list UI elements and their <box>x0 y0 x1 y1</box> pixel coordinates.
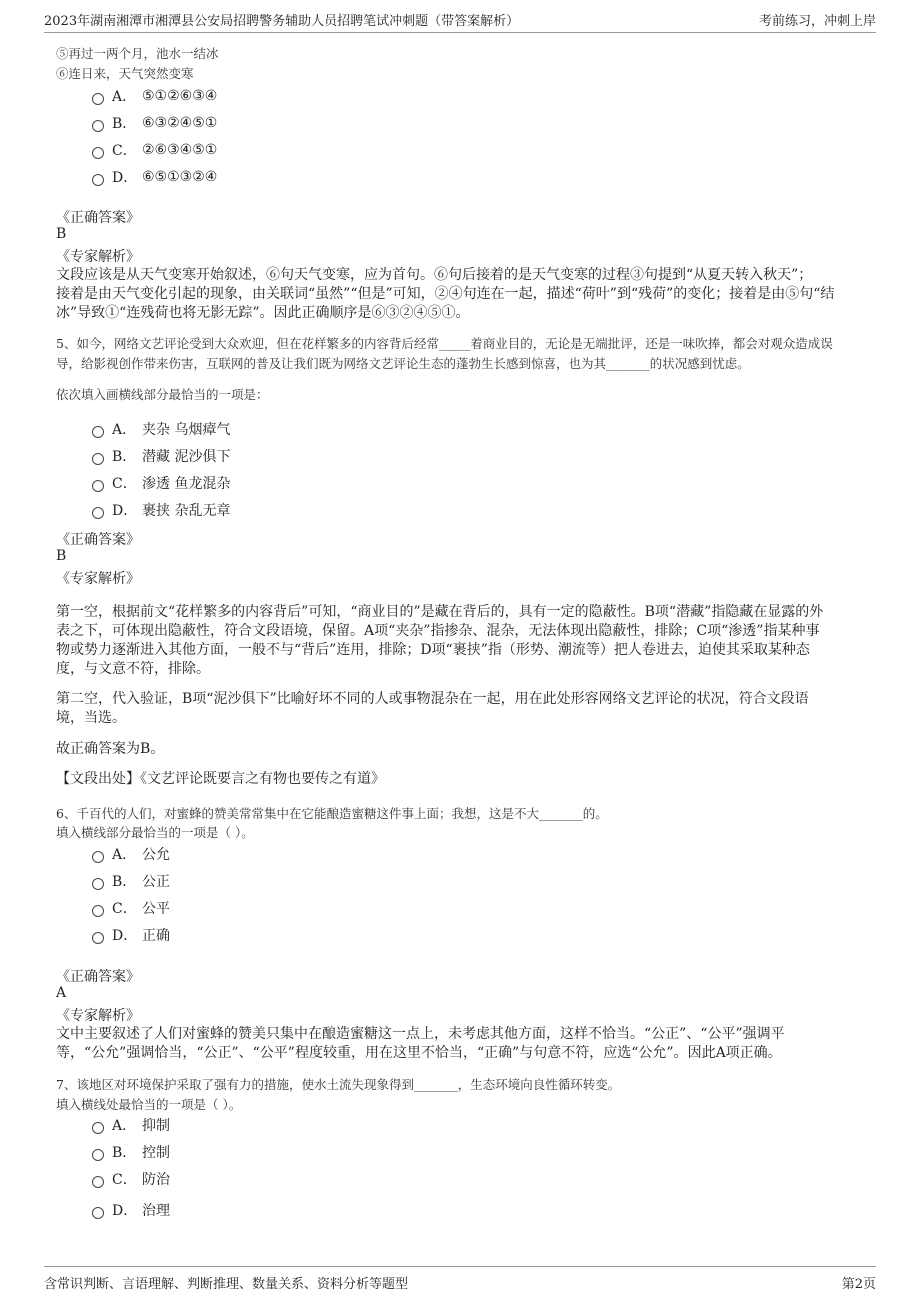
q5-analysis-p2-line: 第二空，代入验证，B项“泥沙俱下”比喻好坏不同的人或事物混杂在一起，用在此处形容网络文艺评论的状况，符合文段语 <box>56 691 809 707</box>
radio-icon[interactable] <box>92 905 104 917</box>
page-number: 第2页 <box>841 1276 876 1292</box>
page-header <box>44 10 876 33</box>
q5-source: 【文段出处】《文艺评论既要言之有物也要传之有道》 <box>56 771 385 787</box>
q4-option-c[interactable]: C． ②⑥③④⑤① <box>92 140 217 160</box>
q5-option-a[interactable]: A． 夹杂 乌烟瘴气 <box>92 419 230 439</box>
q5-option-d[interactable]: D． 裹挟 杂乱无章 <box>92 500 230 520</box>
radio-icon[interactable] <box>92 932 104 944</box>
radio-icon[interactable] <box>92 1122 104 1134</box>
q6-analysis-line: 文中主要叙述了人们对蜜蜂的赞美只集中在酿造蜜糖这一点上，未考虑其他方面，这样不恰当。“公正”、“公平”强调平 <box>56 1026 785 1042</box>
q5-analysis-p1-line: 物或势力逐渐进入其他方面，一般不与“背后”连用，排除；D项“裹挟”指（形势、潮流等）把人卷进去，迫使其采取某种态 <box>56 642 810 658</box>
q7-option-d[interactable]: D． 治理 <box>92 1200 170 1220</box>
q6-option-a[interactable]: A． 公允 <box>92 844 170 864</box>
q5-analysis-p1-line: 表之下，可体现出隐蔽性，符合文段语境，保留。A项“夹杂”指掺杂、混杂，无法体现出隐蔽性，排除；C项“渗透”指某种事 <box>56 623 820 639</box>
q4-item-5: ⑤再过一两个月，池水一结冰 <box>56 46 219 61</box>
q5-analysis-p1-line: 度，与文意不符，排除。 <box>56 661 210 677</box>
radio-icon[interactable] <box>92 93 104 105</box>
q7-option-c[interactable]: C． 防治 <box>92 1169 170 1189</box>
radio-icon[interactable] <box>92 174 104 186</box>
radio-icon[interactable] <box>92 147 104 159</box>
q6-answer-label: 《正确答案》 <box>56 969 140 985</box>
q5-option-c[interactable]: C． 渗透 鱼龙混杂 <box>92 473 230 493</box>
document-title: 2023年湖南湘潭市湘潭县公安局招聘警务辅助人员招聘笔试冲刺题（带答案解析） <box>44 14 520 29</box>
q4-analysis-line: 接着是由天气变化引起的现象，由关联词“虽然”“但是”可知，②④句连在一起，描述“荷叶”到“残荷”的变化；接着是由⑤句“结 <box>56 286 835 302</box>
q5-answer: B <box>56 548 67 564</box>
q7-prompt: 填入横线处最恰当的一项是（ ）。 <box>56 1097 242 1112</box>
radio-icon[interactable] <box>92 507 104 519</box>
q6-answer: A <box>56 985 67 1001</box>
q4-analysis-label: 《专家解析》 <box>56 249 140 265</box>
radio-icon[interactable] <box>92 120 104 132</box>
q5-answer-label: 《正确答案》 <box>56 532 140 548</box>
q4-item-6: ⑥连日来，天气突然变寒 <box>56 66 194 81</box>
q4-analysis-line: 文段应该是从天气变寒开始叙述，⑥句天气变寒，应为首句。⑥句后接着的是天气变寒的过程③句提到“从夏天转入秋天”； <box>56 267 813 283</box>
q5-analysis-label: 《专家解析》 <box>56 571 140 587</box>
radio-icon[interactable] <box>92 426 104 438</box>
q4-answer: B <box>56 226 67 242</box>
q6-analysis-label: 《专家解析》 <box>56 1008 140 1024</box>
q5-prompt: 依次填入画横线部分最恰当的一项是： <box>56 387 269 402</box>
q6-option-d[interactable]: D． 正确 <box>92 925 170 945</box>
q5-stem-line: 导，给影视创作带来伤害，互联网的普及让我们既为网络文艺评论生态的蓬勃生长感到惊喜，也为其_______的状况感到忧虑。 <box>56 356 750 371</box>
q4-analysis-line: 冰”导致①“连残荷也将无影无踪”。因此正确顺序是⑥③②④⑤①。 <box>56 305 470 321</box>
q6-option-c[interactable]: C． 公平 <box>92 898 170 918</box>
radio-icon[interactable] <box>92 1176 104 1188</box>
q5-option-b[interactable]: B． 潜藏 泥沙俱下 <box>92 446 230 466</box>
q4-option-b[interactable]: B． ⑥③②④⑤① <box>92 113 217 133</box>
q7-option-b[interactable]: B． 控制 <box>92 1142 170 1162</box>
q4-option-a[interactable]: A． ⑤①②⑥③④ <box>92 86 217 106</box>
q6-analysis-line: 等，“公允”强调恰当，“公正”、“公平”程度较重，用在这里不恰当，“正确”与句意不符，应选“公允”。因此A项正确。 <box>56 1045 782 1061</box>
radio-icon[interactable] <box>92 878 104 890</box>
q7-option-a[interactable]: A． 抑制 <box>92 1115 170 1135</box>
q7-stem: 7、该地区对环境保护采取了强有力的措施，使水土流失现象得到_______，生态环境向良性循环转变。 <box>56 1077 621 1092</box>
radio-icon[interactable] <box>92 851 104 863</box>
q6-prompt: 填入横线部分最恰当的一项是（ ）。 <box>56 825 254 840</box>
q4-option-d[interactable]: D． ⑥⑤①③②④ <box>92 167 217 187</box>
radio-icon[interactable] <box>92 1149 104 1161</box>
radio-icon[interactable] <box>92 1207 104 1219</box>
header-slogan: 考前练习，冲刺上岸 <box>758 14 876 29</box>
q5-conclusion: 故正确答案为B。 <box>56 741 165 757</box>
q5-stem-line: 5、如今，网络文艺评论受到大众欢迎，但在花样繁多的内容背后经常_____着商业目的，无论是无端批评，还是一味吹捧，都会对观众造成误 <box>56 336 833 351</box>
q6-option-b[interactable]: B． 公正 <box>92 871 170 891</box>
q5-analysis-p1-line: 第一空，根据前文“花样繁多的内容背后”可知，“商业目的”是藏在背后的，具有一定的隐蔽性。B项“潜藏”指隐藏在显露的外 <box>56 604 824 620</box>
radio-icon[interactable] <box>92 480 104 492</box>
q4-answer-label: 《正确答案》 <box>56 210 140 226</box>
radio-icon[interactable] <box>92 453 104 465</box>
page-footer <box>44 1266 876 1297</box>
footer-topics: 含常识判断、言语理解、判断推理、数量关系、资料分析等题型 <box>44 1276 409 1292</box>
q5-analysis-p2-line: 境，当选。 <box>56 710 126 726</box>
q6-stem: 6、千百代的人们，对蜜蜂的赞美常常集中在它能酿造蜜糖这件事上面；我想，这是不大_______的。 <box>56 806 608 821</box>
